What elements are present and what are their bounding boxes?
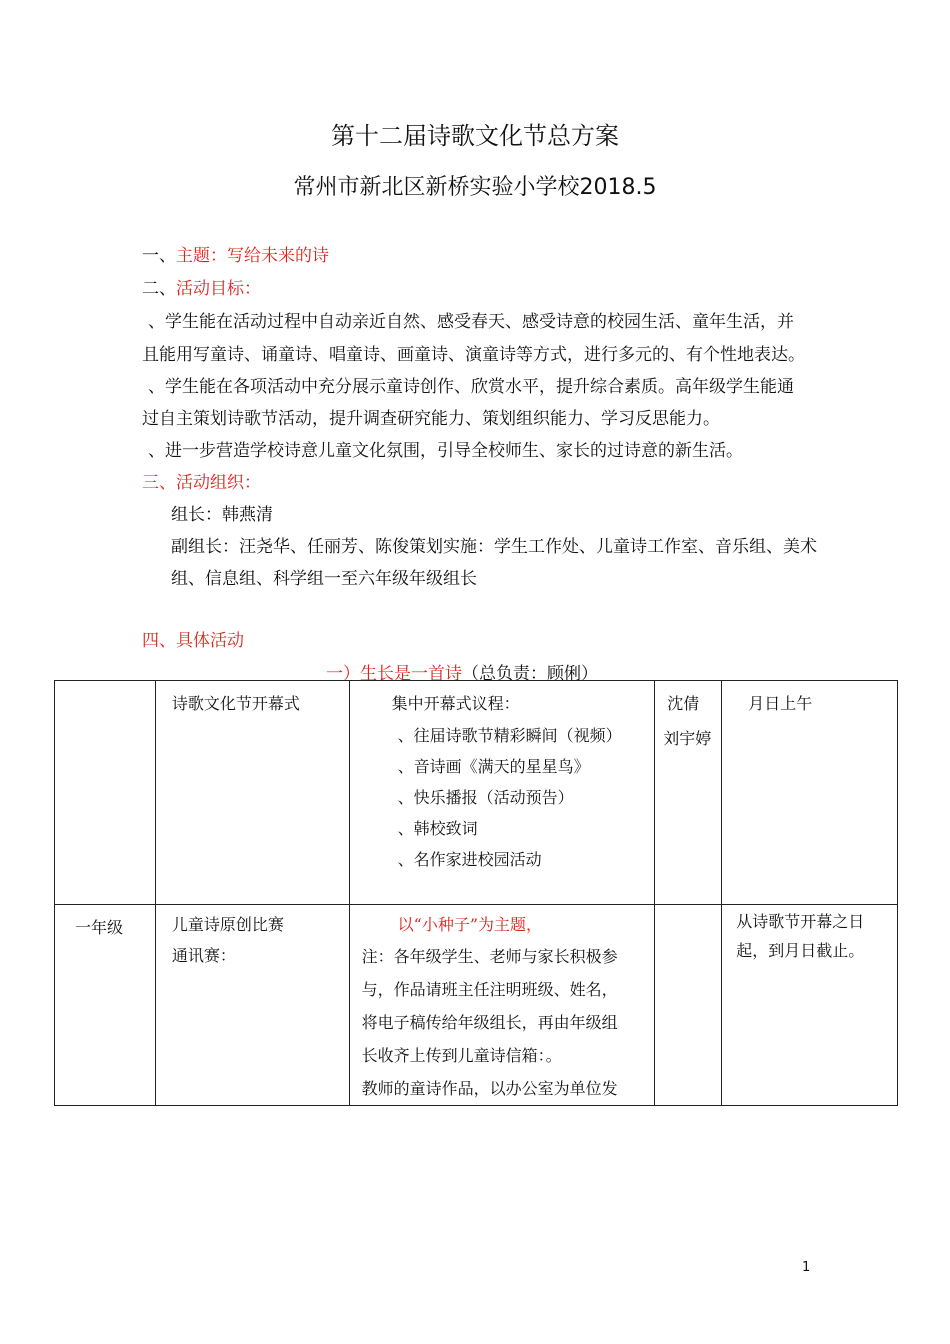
- section-2-label: 二、: [142, 279, 176, 299]
- row2-activity-line-1: 儿童诗原创比赛: [171, 915, 284, 934]
- document-year: 2018.5: [579, 175, 657, 200]
- list-item: 、快乐播报（活动预告）: [397, 788, 574, 807]
- list-item: 、音诗画《满天的星星鸟》: [397, 757, 590, 776]
- activity-subheading-title: 一）生长是一首诗: [326, 664, 462, 684]
- section-1-label: 一、: [142, 246, 176, 266]
- list-item: 长收齐上传到儿童诗信箱：。: [361, 1046, 562, 1065]
- section-3-text: 活动组织：: [176, 473, 261, 493]
- row1-content-list: [350, 714, 655, 875]
- org-deputy-line-1: 副组长：汪尧华、任丽芳、陈俊策划实施：学生工作处、儿童诗工作室、音乐组、美术: [171, 537, 817, 557]
- row2-content-theme: 以“小种子”为主题，: [397, 915, 543, 934]
- goal-line-5: 、进一步营造学校诗意儿童文化氛围，引导全校师生、家长的过诗意的新生活。: [148, 441, 743, 461]
- row2-grade-cell: [55, 905, 156, 1106]
- table-row: [55, 905, 898, 1106]
- page-number: 1: [802, 1260, 811, 1275]
- list-item: 注：各年级学生、老师与家长积极参: [361, 947, 618, 966]
- row2-grade: 一年级: [75, 918, 124, 937]
- row2-time-line-1: 从诗歌节开幕之日: [736, 912, 865, 931]
- row1-content-header: 集中开幕式议程：: [391, 694, 520, 713]
- section-3-label: 三、: [142, 473, 176, 493]
- row2-time-line-2: 起，到月日截止。: [736, 941, 865, 960]
- goal-line-2: 且能用写童诗、诵童诗、唱童诗、画童诗、演童诗等方式，进行多元的、有个性地表达。: [142, 345, 805, 365]
- activity-table: [54, 680, 898, 1106]
- row1-content-cell: [349, 681, 655, 905]
- goal-line-4: 过自主策划诗歌节活动，提升调查研究能力、策划组织能力、学习反思能力。: [142, 409, 720, 429]
- section-2-heading: [142, 274, 261, 299]
- school-name: 常州市新北区新桥实验小学校: [293, 175, 580, 200]
- goal-line-1: 、学生能在活动过程中自动亲近自然、感受春天、感受诗意的校园生活、童年生活，并: [148, 312, 794, 332]
- row1-grade-cell: [55, 681, 156, 905]
- row2-time: [722, 905, 897, 965]
- section-3-heading: [142, 468, 261, 493]
- row1-time: 月日上午: [748, 694, 813, 713]
- section-1-text: 主题：写给未来的诗: [176, 246, 329, 266]
- row1-person-2: 刘宇婷: [663, 729, 712, 748]
- section-2-text: 活动目标：: [176, 279, 261, 299]
- row1-persons-cell: [655, 681, 722, 905]
- row1-activity-cell: [155, 681, 349, 905]
- list-item: 、韩校致词: [397, 819, 478, 838]
- section-1-heading: [142, 241, 329, 266]
- row2-time-cell: [722, 905, 898, 1106]
- row1-activity: 诗歌文化节开幕式: [171, 694, 300, 713]
- section-4-heading: 四、具体活动: [142, 631, 244, 651]
- goal-line-3: 、学生能在各项活动中充分展示童诗创作、欣赏水平，提升综合素质。高年级学生能通: [148, 377, 794, 397]
- row2-content-cell: [349, 905, 655, 1106]
- document-subtitle: [0, 170, 950, 201]
- row2-content: [350, 905, 655, 1105]
- activity-subheading-owner: （总负责：顾俐）: [462, 664, 598, 684]
- list-item: 将电子稿传给年级组长，再由年级组: [361, 1013, 618, 1032]
- row1-person-1: 沈倩: [667, 694, 700, 713]
- row2-activity-cell: [155, 905, 349, 1106]
- org-deputy-line-2: 组、信息组、科学组一至六年级年级组长: [171, 569, 477, 589]
- list-item: 、名作家进校园活动: [397, 850, 542, 869]
- org-leader: 组长：韩燕清: [171, 505, 273, 525]
- list-item: 、往届诗歌节精彩瞬间（视频）: [397, 726, 622, 745]
- row2-activity: [156, 905, 349, 971]
- list-item: 与，作品请班主任注明班级、姓名，: [361, 980, 618, 999]
- list-item: 教师的童诗作品，以办公室为单位发: [361, 1079, 618, 1098]
- row2-persons-cell: [655, 905, 722, 1106]
- row1-time-cell: [722, 681, 898, 905]
- row2-activity-line-2: 通讯赛：: [171, 946, 236, 965]
- table-row: [55, 681, 898, 905]
- document-title: 第十二届诗歌文化节总方案: [331, 122, 619, 150]
